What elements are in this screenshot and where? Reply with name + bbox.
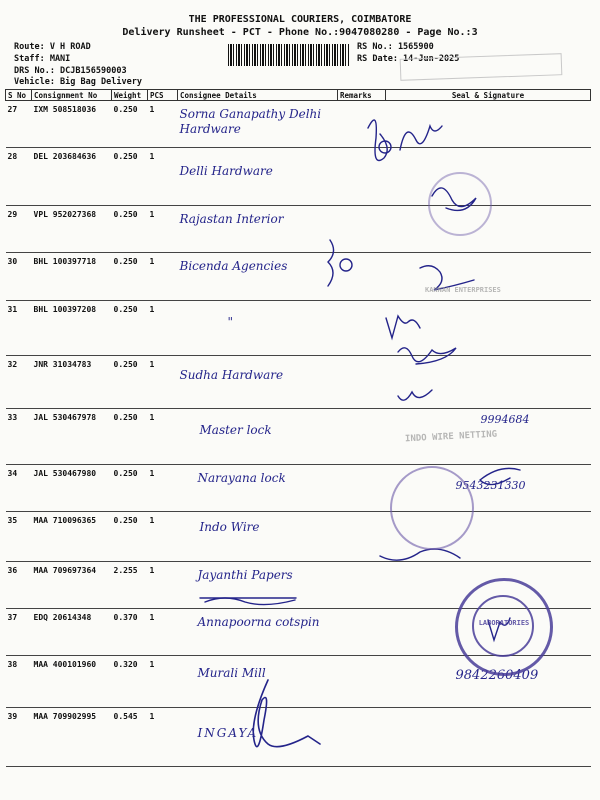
pcs: 1 (148, 707, 178, 766)
signature-27 (400, 126, 442, 150)
staff: Staff: MANI (14, 54, 71, 64)
consignee: Jayanthi Papers (178, 561, 338, 608)
col-sno: S No (6, 90, 32, 101)
weight: 0.545 (112, 707, 148, 766)
sno: 35 (6, 512, 32, 561)
seal-text: LABORATORIES (478, 619, 530, 627)
sno: 27 (6, 101, 32, 148)
weight: 0.320 (112, 656, 148, 707)
drs-number: DRS No.: DCJB156590003 (14, 66, 127, 76)
col-remarks: Remarks (338, 90, 386, 101)
sno: 38 (6, 656, 32, 707)
company-title: THE PROFESSIONAL COURIERS, COIMBATORE (188, 14, 412, 25)
weight: 0.250 (112, 253, 148, 300)
col-consignee: Consignee Details (178, 90, 338, 101)
consignment-no: JAL 530467978 (32, 409, 112, 464)
consignment-no: BHL 100397718 (32, 253, 112, 300)
consignee: Murali Mill (178, 656, 338, 707)
pcs: 1 (148, 205, 178, 252)
consignee: Narayana lock (178, 464, 338, 511)
signature-32 (386, 316, 420, 338)
consignee: Indo Wire (178, 512, 338, 561)
sno: 33 (6, 409, 32, 464)
sno: 32 (6, 355, 32, 408)
round-seal-36 (390, 466, 474, 550)
remark-brace (328, 240, 334, 286)
phone-number: 9842260409 (455, 668, 539, 684)
consignee: Rajastan Interior (178, 205, 338, 252)
kannan-stamp: KANNAN ENTERPRISES (425, 286, 501, 294)
col-weight: Weight (112, 90, 148, 101)
weight: 0.250 (112, 205, 148, 252)
rs-number: RS No.: 1565900 (357, 42, 434, 52)
consignee: Bicenda Agencies (178, 253, 338, 300)
consignment-no: DEL 203684636 (32, 148, 112, 205)
weight: 0.250 (112, 355, 148, 408)
consignee: Sudha Hardware (178, 355, 338, 408)
weight: 0.250 (112, 101, 148, 148)
route: Route: V H ROAD (14, 42, 91, 52)
pcs: 1 (148, 512, 178, 561)
consignment-no: VPL 952027368 (32, 205, 112, 252)
consignment-no: BHL 100397208 (32, 300, 112, 355)
pcs: 1 (148, 608, 178, 655)
pcs: 1 (148, 409, 178, 464)
pcs: 1 (148, 101, 178, 148)
weight: 0.250 (112, 300, 148, 355)
round-seal-29 (428, 172, 492, 236)
vehicle: Vehicle: Big Bag Delivery (14, 77, 142, 87)
consignee: INGAYA (178, 707, 338, 766)
sno: 36 (6, 561, 32, 608)
pcs: 1 (148, 561, 178, 608)
signature-38 (380, 549, 460, 560)
consignment-no: MAA 709697364 (32, 561, 112, 608)
signature-34 (398, 390, 432, 400)
sno: 37 (6, 608, 32, 655)
signature-36 (480, 468, 520, 484)
rs-date: RS Date: 14-Jun-2025 (357, 54, 460, 64)
col-seal: Seal & Signature (386, 90, 591, 101)
signature-33 (398, 348, 456, 364)
sno: 34 (6, 464, 32, 511)
remark-mark-27 (368, 120, 387, 161)
weight: 0.250 (112, 464, 148, 511)
remark-circle-2 (340, 259, 352, 271)
weight: 0.250 (112, 148, 148, 205)
sno: 39 (6, 707, 32, 766)
pcs: 1 (148, 656, 178, 707)
consignee: Master lock (178, 409, 338, 464)
consignee: " (178, 300, 338, 355)
phone-number: 9543231330 (455, 478, 526, 492)
sno: 29 (6, 205, 32, 252)
runsheet-subtitle: Delivery Runsheet - PCT - Phone No.:9047080280 - Page No.:3 (122, 27, 478, 38)
consignment-no: JNR 31034783 (32, 355, 112, 408)
pcs: 1 (148, 253, 178, 300)
consignment-no: MAA 400101960 (32, 656, 112, 707)
pcs: 1 (148, 355, 178, 408)
col-consignment: Consignment No (32, 90, 112, 101)
indo-wire-stamp: INDO WIRE NETTING (404, 429, 498, 445)
consignment-no: JAL 530467980 (32, 464, 112, 511)
weight: 2.255 (112, 561, 148, 608)
laboratories-seal (455, 578, 553, 676)
sno: 31 (6, 300, 32, 355)
pcs: 1 (148, 464, 178, 511)
sno: 30 (6, 253, 32, 300)
bottom-signature (253, 680, 320, 747)
weight: 0.250 (112, 409, 148, 464)
pcs: 1 (148, 148, 178, 205)
sno: 28 (6, 148, 32, 205)
phone-number: 9994684 (480, 413, 530, 427)
weight: 0.250 (112, 512, 148, 561)
consignment-no: MAA 709902995 (32, 707, 112, 766)
weight: 0.370 (112, 608, 148, 655)
consignee: Annapoorna cotspin (178, 608, 338, 655)
consignment-no: MAA 710096365 (32, 512, 112, 561)
consignment-no: IXM 508518036 (32, 101, 112, 148)
consignee: Delli Hardware (178, 148, 338, 205)
consignment-no: EDQ 20614348 (32, 608, 112, 655)
consignee: Sorna Ganapathy Delhi Hardware (178, 101, 338, 148)
strike-through (205, 598, 295, 605)
col-pcs: PCS (148, 90, 178, 101)
pcs: 1 (148, 300, 178, 355)
